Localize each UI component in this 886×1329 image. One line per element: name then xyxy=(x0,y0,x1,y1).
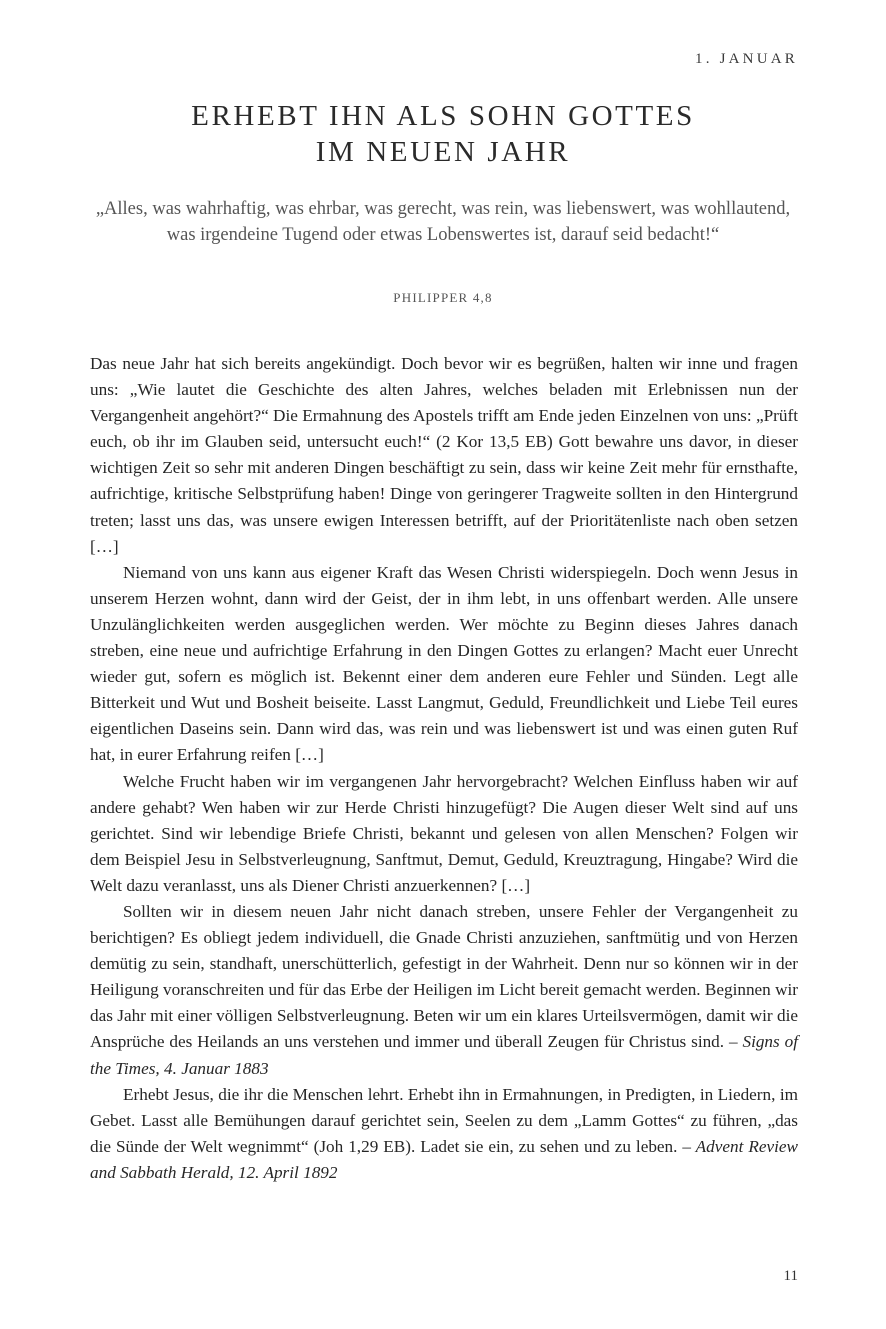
paragraph-4 xyxy=(90,899,798,1082)
page-title-line-2: IM NEUEN JAHR xyxy=(315,136,571,168)
paragraph-5 xyxy=(90,1082,798,1186)
running-header-date: 1. JANUAR xyxy=(695,51,798,67)
paragraph-5-text: Erhebt Jesus, die ihr die Menschen lehrt. Erhebt ihn in Ermahnungen, in Predigten, in Liedern, im Gebet. Lasst alle Bemühungen darauf gerichtet sein, Seelen zu dem „Lamm Gottes“ zu führen, „das die Sünde der Welt wegnimmt“ (Joh 1,29 EB). Ladet sie ein, zu sehen und zu leben. xyxy=(90,1084,798,1156)
page-title-line-1: ERHEBT IHN ALS SOHN GOTTES xyxy=(191,100,695,132)
bible-reference: PHILIPPER 4,8 xyxy=(393,290,493,305)
bible-quote: „Alles, was wahrhaftig, was ehrbar, was gerecht, was rein, was liebenswert, was wohllautend, was irgendeine Tugend oder etwas Lobenswertes ist, darauf seid bedacht!“ xyxy=(95,199,791,245)
page-title xyxy=(0,98,886,170)
paragraph-4-text: Sollten wir in diesem neuen Jahr nicht danach streben, unsere Fehler der Vergangenheit zu berichtigen? Es obliegt jedem individuell, die Gnade Christi anzuziehen, sanftmütig und von Herzen demütig zu sein, standhaft, unerschütterlich, gefestigt in der Wahrheit. Denn nur so können wir in der Heiligung voranschreiten und für das Erbe der Heiligen im Licht bereit gemacht werden. Beginnen wir das Jahr mit einer völligen Selbstverleugnung. Beten wir um ein klares Urteilsvermögen, damit wir die Ansprüche des Heilands an uns verstehen und immer und überall Zeugen für Christus sind. – xyxy=(90,901,798,1052)
paragraph-3: Welche Frucht haben wir im vergangenen Jahr hervorgebracht? Welchen Einfluss haben wir auf andere gehabt? Wen haben wir zur Herde Christi hinzugefügt? Die Augen dieser Welt sind auf uns gerichtet. Sind wir lebendige Briefe Christi, bekannt und gelesen von allen Menschen? Folgen wir dem Beispiel Jesu in Selbstverleugnung, Sanftmut, Demut, Geduld, Kreuztragung, Hingabe? Wird die Welt dazu veranlasst, uns als Diener Christi anzuerkennen? […] xyxy=(90,771,798,895)
paragraph-5-source: – Advent Review and Sabbath Herald, 12. April 1892 xyxy=(90,1136,798,1182)
devotional-body xyxy=(90,351,798,1186)
paragraph-4-source: Signs of the Times, 4. Januar 1883 xyxy=(90,1032,798,1078)
page-number: 11 xyxy=(783,1268,798,1284)
paragraph-1: Das neue Jahr hat sich bereits angekündigt. Doch bevor wir es begrüßen, halten wir inne und fragen uns: „Wie lautet die Geschichte des alten Jahres, welches beladen mit Erlebnissen nun der Vergangenheit angehört?“ Die Ermahnung des Apostels trifft am Ende jeden Einzelnen von uns: „Prüft euch, ob ihr im Glauben seid, untersucht euch!“ (2 Kor 13,5 EB) Gott bewahre uns davor, in dieser wichtigen Zeit so sehr mit anderen Dingen beschäftigt zu sein, dass wir keine Zeit mehr für ernsthafte, aufrichtige, kritische Selbstprüfung haben! Dinge von geringerer Tragweite sollten in den Hintergrund treten; lasst uns das, was unsere ewigen Interessen betrifft, auf der Prioritätenliste nach oben setzen […] xyxy=(90,354,798,556)
paragraph-2: Niemand von uns kann aus eigener Kraft das Wesen Christi widerspiegeln. Doch wenn Jesus in unserem Herzen wohnt, dann wird der Geist, der in ihm lebt, in uns offenbart werden. Alle unsere Unzulänglichkeiten werden ausgeglichen werden. Wer möchte zu Beginn dieses Jahres danach streben, eine neue und aufrichtige Erfahrung in den Dingen Gottes zu erlangen? Macht euer Unrecht wieder gut, sofern es möglich ist. Bekennt einer dem anderen eure Fehler und Sünden. Legt alle Bitterkeit und Wut und Bosheit beiseite. Lasst Langmut, Geduld, Freundlichkeit und Liebe Teil eures eigentlichen Daseins sein. Dann wird das, was rein und was liebenswert ist und was einen guten Ruf hat, in eurer Erfahrung reifen […] xyxy=(90,562,798,765)
